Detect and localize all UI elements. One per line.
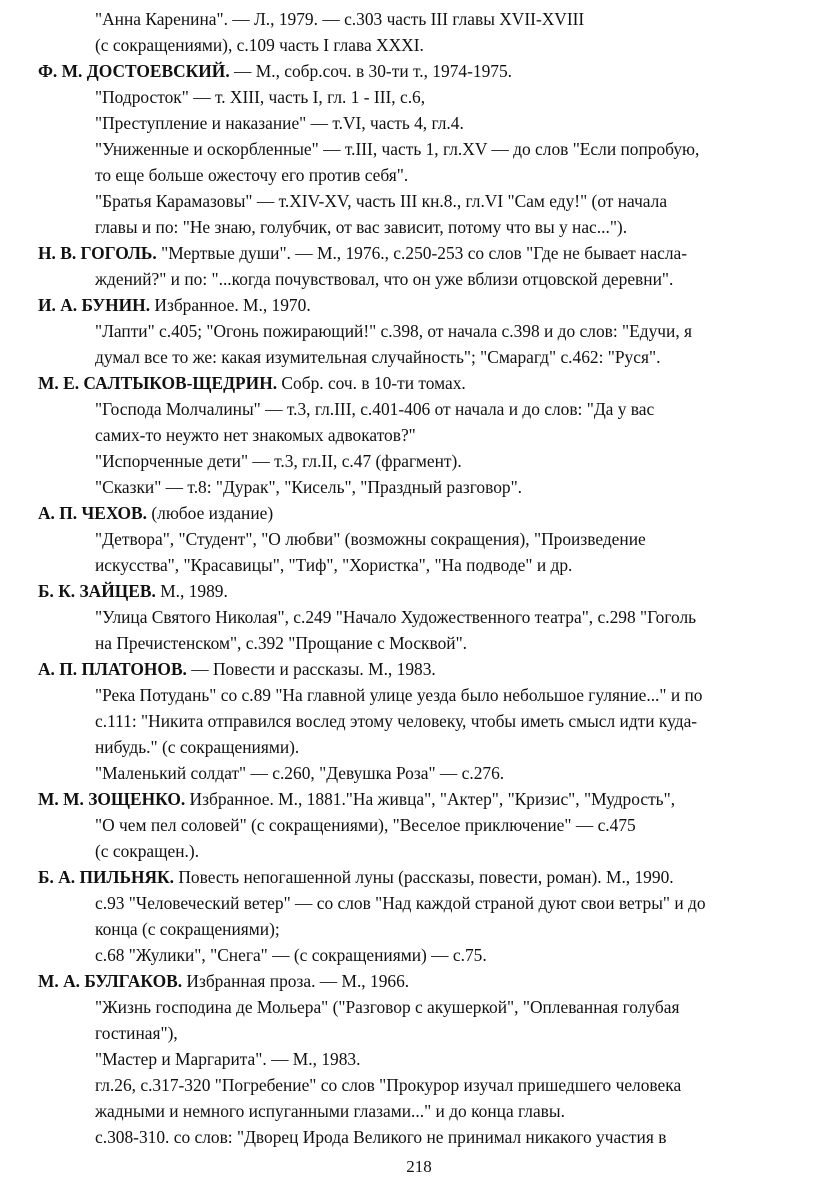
text-line: "Преступление и наказание" — т.VI, часть 4, гл.4.	[95, 113, 464, 133]
text-line: "Анна Каренина". — Л., 1979. — с.303 часть III главы XVII-XVIII	[95, 9, 585, 29]
author-name: Ф. М. ДОСТОЕВСКИЙ.	[38, 61, 230, 81]
entry-text: — Повести и рассказы. М., 1983.	[186, 659, 436, 679]
text-line: (с сокращен.).	[95, 841, 200, 861]
text-line: жадными и немного испуганными глазами..." и до конца главы.	[95, 1101, 565, 1121]
author-name: И. А. БУНИН.	[38, 295, 151, 315]
text-line: с.308-310. со слов: "Дворец Ирода Великого не принимал никакого участия в	[95, 1127, 667, 1147]
entry-text: Повесть непогашенной луны (рассказы, повести, роман). М., 1990.	[174, 867, 674, 887]
author-entry-line	[38, 500, 810, 526]
text-line: гл.26, с.317-320 "Погребение" со слов "Прокурор изучал пришедшего человека	[95, 1075, 682, 1095]
author-entry-line	[38, 240, 810, 266]
bibliography-list	[38, 6, 810, 1150]
author-name: М. Е. САЛТЫКОВ-ЩЕДРИН.	[38, 373, 278, 393]
author-name: А. П. ЧЕХОВ.	[38, 503, 147, 523]
text-line: "Лапти" с.405; "Огонь пожирающий!" с.398, от начала с.398 и до слов: "Едучи, я	[95, 321, 693, 341]
author-entry-line	[38, 578, 810, 604]
text-line: "Улица Святого Николая", с.249 "Начало Художественного театра", с.298 "Гоголь	[95, 607, 697, 627]
text-line: "Униженные и оскорбленные" — т.III, часть 1, гл.XV — до слов "Если попробую,	[95, 139, 700, 159]
entry-text: Избранное. М., 1970.	[150, 295, 311, 315]
text-line: с.93 "Человеческий ветер" — со слов "Над каждой страной дуют свои ветры" и до	[95, 893, 706, 913]
author-name: Б. К. ЗАЙЦЕВ.	[38, 581, 156, 601]
author-entry-line	[38, 968, 810, 994]
author-name: М. А. БУЛГАКОВ.	[38, 971, 183, 991]
text-line: "Жизнь господина де Мольера" ("Разговор с акушеркой", "Оплеванная голубая	[95, 997, 680, 1017]
entry-text: Избранное. М., 1881."На живца", "Актер", "Кризис", "Мудрость",	[185, 789, 676, 809]
author-entry-line	[38, 292, 810, 318]
text-line: (с сокращениями), с.109 часть I глава XXXI.	[95, 35, 424, 55]
author-name: Н. В. ГОГОЛЬ.	[38, 243, 157, 263]
author-entry-line	[38, 656, 810, 682]
author-name: А. П. ПЛАТОНОВ.	[38, 659, 187, 679]
text-line: "Сказки" — т.8: "Дурак", "Кисель", "Праздный разговор".	[95, 477, 523, 497]
entry-text: Собр. соч. в 10-ти томах.	[277, 373, 466, 393]
text-line: думал все то же: какая изумительная случайность"; "Смарагд" с.462: "Руся".	[95, 347, 661, 367]
text-line: "Подросток" — т. XIII, часть I, гл. 1 - III, с.6,	[95, 87, 426, 107]
text-line: с.111: "Никита отправился вослед этому человеку, чтобы иметь смысл идти куда-	[95, 711, 698, 731]
text-line: гостиная"),	[95, 1023, 178, 1043]
text-line: "О чем пел соловей" (с сокращениями), "Веселое приключение" — с.475	[95, 815, 636, 835]
text-line: "Мастер и Маргарита". — М., 1983.	[95, 1049, 361, 1069]
author-name: М. М. ЗОЩЕНКО.	[38, 789, 186, 809]
page-number: 218	[406, 1157, 432, 1176]
text-line: "Испорченные дети" — т.3, гл.II, с.47 (фрагмент).	[95, 451, 462, 471]
author-entry-line	[38, 864, 810, 890]
text-line: с.68 "Жулики", "Снега" — (с сокращениями) — с.75.	[95, 945, 487, 965]
entry-text: М., 1989.	[155, 581, 228, 601]
text-line: конца (с сокращениями);	[95, 919, 280, 939]
entry-text: — М., собр.соч. в 30-ти т., 1974-1975.	[229, 61, 513, 81]
text-line: самих-то неужто нет знакомых адвокатов?"	[95, 425, 416, 445]
author-entry-line	[38, 786, 810, 812]
text-line: главы и по: "Не знаю, голубчик, от вас зависит, потому что вы у нас...").	[95, 217, 628, 237]
text-line: "Господа Молчалины" — т.3, гл.III, с.401-406 от начала и до слов: "Да у вас	[95, 399, 655, 419]
text-line: "Маленький солдат" — с.260, "Девушка Роза" — с.276.	[95, 763, 505, 783]
author-name: Б. А. ПИЛЬНЯК.	[38, 867, 175, 887]
entry-text: Избранная проза. — М., 1966.	[182, 971, 410, 991]
text-line: "Река Потудань" со с.89 "На главной улице уезда было небольшое гуляние..." и по	[95, 685, 703, 705]
text-line: искусства", "Красавицы", "Тиф", "Хористка", "На подводе" и др.	[95, 555, 573, 575]
text-line: "Детвора", "Студент", "О любви" (возможны сокращения), "Произведение	[95, 529, 646, 549]
entry-text: (любое издание)	[147, 503, 274, 523]
text-line: на Пречистенском", с.392 "Прощание с Москвой".	[95, 633, 468, 653]
text-line: ждений?" и по: "...когда почувствовал, что он уже вблизи отцовской деревни".	[95, 269, 674, 289]
author-entry-line	[38, 58, 810, 84]
author-entry-line	[38, 370, 810, 396]
entry-text: "Мертвые души". — М., 1976., с.250-253 со слов "Где не бывает насла-	[156, 243, 688, 263]
text-line: нибудь." (с сокращениями).	[95, 737, 300, 757]
text-line: то еще больше ожесточу его против себя".	[95, 165, 409, 185]
text-line: "Братья Карамазовы" — т.XIV-XV, часть III кн.8., гл.VI "Сам еду!" (от начала	[95, 191, 668, 211]
